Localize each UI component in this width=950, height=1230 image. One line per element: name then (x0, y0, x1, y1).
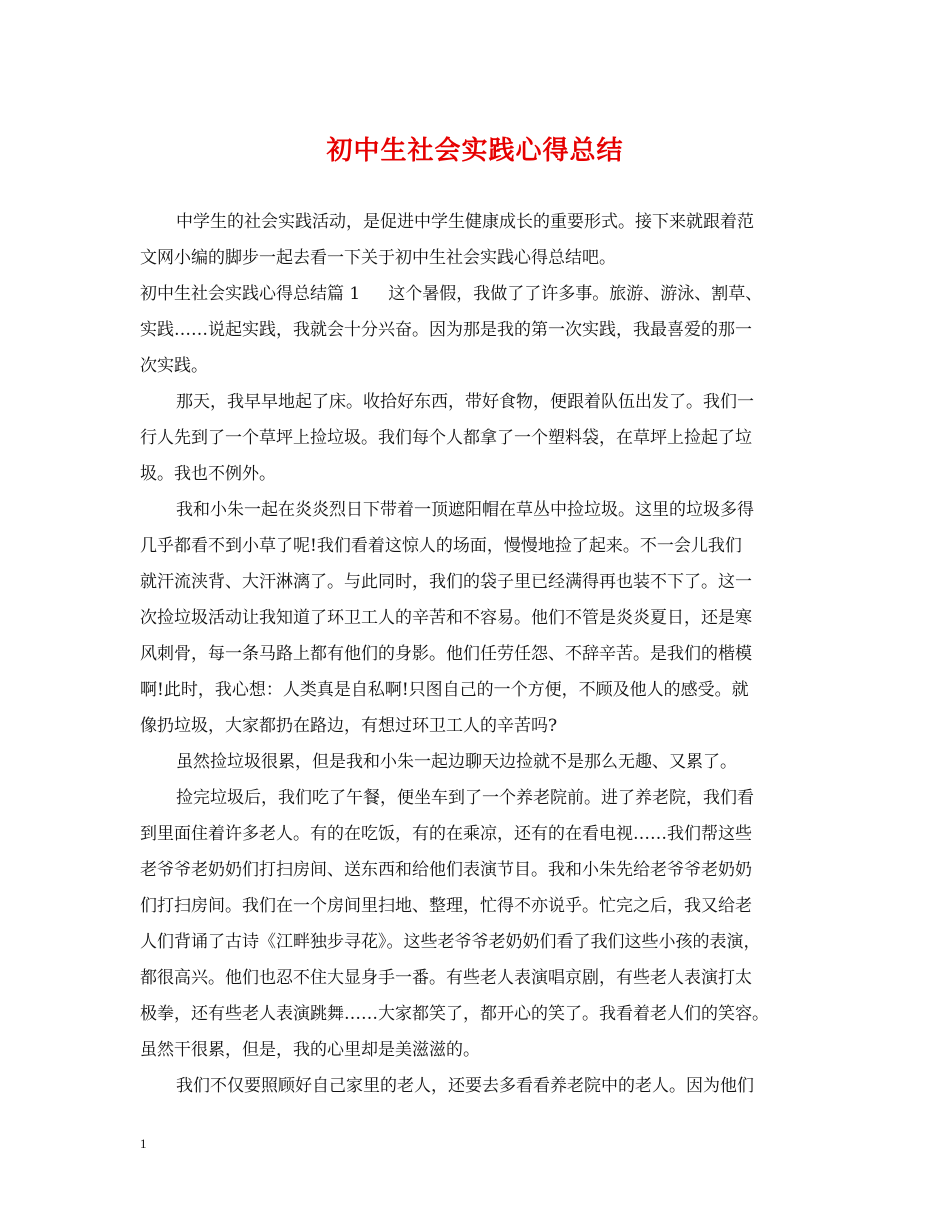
text-line: 文网小编的脚步一起去看一下关于初中生社会实践心得总结吧。 (140, 248, 616, 268)
text-line: 捡完垃圾后，我们吃了午餐，便坐车到了一个养老院前。进了养老院，我们看 (176, 788, 754, 808)
text-line: 几乎都看不到小草了呢!我们看着这惊人的场面，慢慢地捡了起来。不一会儿我们 (140, 536, 742, 556)
text-line: 老爷爷老奶奶们打扫房间、送东西和给他们表演节目。我和小朱先给老爷爷老奶奶 (140, 860, 752, 880)
text-line: 圾。我也不例外。 (140, 464, 276, 484)
text-line: 们打扫房间。我们在一个房间里扫地、整理，忙得不亦说乎。忙完之后，我又给老 (140, 896, 752, 916)
document-title: 初中生社会实践心得总结 (326, 136, 624, 166)
text-line: 人们背诵了古诗《江畔独步寻花》。这些老爷爷老奶奶们看了我们这些小孩的表演， (140, 932, 761, 952)
section-heading: 初中生社会实践心得总结篇 1 (140, 284, 361, 304)
text-segment: 这个暑假，我做了了许多事。旅游、游泳、割草、 (388, 284, 763, 304)
text-line: 行人先到了一个草坪上捡垃圾。我们每个人都拿了一个塑料袋，在草坪上捡起了垃 (140, 428, 752, 448)
text-line: 次实践。 (140, 356, 208, 376)
text-line: 我们不仅要照顾好自己家里的老人，还要去多看看养老院中的老人。因为他们 (176, 1076, 754, 1096)
text-line: 虽然干很累，但是，我的心里却是美滋滋的。 (140, 1040, 480, 1060)
text-line: 我和小朱一起在炎炎烈日下带着一顶遮阳帽在草丛中捡垃圾。这里的垃圾多得 (176, 500, 754, 520)
text-line: 次捡垃圾活动让我知道了环卫工人的辛苦和不容易。他们不管是炎炎夏日，还是寒 (140, 608, 752, 628)
page-number: 1 (140, 1136, 147, 1151)
text-line: 都很高兴。他们也忍不住大显身手一番。有些老人表演唱京剧，有些老人表演打太 (140, 968, 752, 988)
text-line: 到里面住着许多老人。有的在吃饭，有的在乘凉，还有的在看电视……我们帮这些 (140, 824, 752, 844)
text-line-with-heading (140, 276, 812, 312)
text-line: 虽然捡垃圾很累，但是我和小朱一起边聊天边捡就不是那么无趣、又累了。 (176, 752, 737, 772)
text-line: 实践……说起实践，我就会十分兴奋。因为那是我的第一次实践，我最喜爱的那一 (140, 320, 752, 340)
text-line: 像扔垃圾，大家都扔在路边，有想过环卫工人的辛苦吗? (140, 716, 558, 736)
text-line: 啊!此时，我心想：人类真是自私啊!只图自己的一个方便，不顾及他人的感受。就 (140, 680, 749, 700)
text-line: 风刺骨，每一条马路上都有他们的身影。他们任劳任怨、不辞辛苦。是我们的楷模 (140, 644, 752, 664)
text-line: 就汗流浃背、大汗淋漓了。与此同时，我们的袋子里已经满得再也装不下了。这一 (140, 572, 752, 592)
text-line: 中学生的社会实践活动，是促进中学生健康成长的重要形式。接下来就跟着范 (176, 212, 754, 232)
document-body (140, 204, 812, 1104)
text-line: 极拳，还有些老人表演跳舞……大家都笑了，都开心的笑了。我看着老人们的笑容。 (140, 1004, 769, 1024)
text-line: 那天，我早早地起了床。收拾好东西，带好食物，便跟着队伍出发了。我们一 (176, 392, 754, 412)
